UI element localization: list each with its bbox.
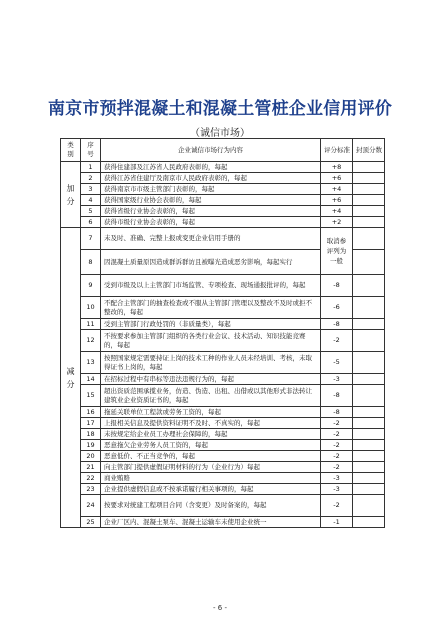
row-number: 2 — [81, 173, 101, 184]
row-content: 获得住建部及江苏省人民政府表彰的，每起 — [101, 162, 321, 173]
table-row — [61, 352, 385, 374]
row-number: 23 — [81, 484, 101, 495]
category-add: 加分 — [61, 162, 81, 228]
table-row — [61, 385, 385, 407]
row-cap — [353, 473, 385, 484]
row-score: -8 — [321, 319, 353, 330]
table-row — [61, 330, 385, 352]
row-content: 不按要求参加主管部门组织的各类行业会议、技术活动、知识技能竞赛的，每起 — [101, 330, 321, 352]
table-row — [61, 451, 385, 462]
row-cap — [353, 407, 385, 418]
row-score: -2 — [321, 451, 353, 462]
row-score: +6 — [321, 195, 353, 206]
row-number: 11 — [81, 319, 101, 330]
row-cap — [353, 517, 385, 528]
row-number: 20 — [81, 451, 101, 462]
row-cap — [353, 173, 385, 184]
header-category: 类别 — [61, 139, 81, 162]
category-subtract: 减分 — [61, 228, 81, 528]
row-score: -3 — [321, 484, 353, 495]
row-content: 上报相关信息及提供资料证明不及时、不真实的，每起 — [101, 418, 321, 429]
table-row — [61, 206, 385, 217]
table-row — [61, 217, 385, 228]
row-score: -6 — [321, 297, 353, 319]
row-score: -2 — [321, 330, 353, 352]
row-number: 16 — [81, 407, 101, 418]
row-content: 获得国家级行业协会表彰的，每起 — [101, 195, 321, 206]
row-cap — [353, 184, 385, 195]
row-number: 21 — [81, 462, 101, 473]
row-cap — [353, 429, 385, 440]
row-cap — [353, 330, 385, 352]
row-score: -2 — [321, 429, 353, 440]
table-row — [61, 462, 385, 473]
row-cap — [353, 195, 385, 206]
row-number: 1 — [81, 162, 101, 173]
table-row — [61, 484, 385, 495]
row-cap — [353, 217, 385, 228]
row-content: 获得江苏省住建厅及南京市人民政府表彰的，每起 — [101, 173, 321, 184]
row-content: 按要求对统建工程项目合同（含变更）及时备案的，每起 — [101, 495, 321, 517]
row-cap — [353, 162, 385, 173]
table-row — [61, 184, 385, 195]
row-number: 22 — [81, 473, 101, 484]
row-number: 9 — [81, 275, 101, 297]
row-cap — [353, 374, 385, 385]
row-score: -2 — [321, 440, 353, 451]
row-score: -1 — [321, 517, 353, 528]
row-content: 恶意拖欠企业劳务人员工资的，每起 — [101, 440, 321, 451]
row-content: 按照国家规定需要持证上岗的技术工种的作业人员未经培训、考核，未取得证书上岗的，每起 — [101, 352, 321, 374]
row-number: 5 — [81, 206, 101, 217]
row-number: 8 — [81, 250, 101, 275]
row-content: 获得省级行业协会表彰的，每起 — [101, 206, 321, 217]
row-content: 企业厂区内、混凝土泵车、混凝土运输车未使用企业统一 — [101, 517, 321, 528]
row-cap — [353, 319, 385, 330]
table-row — [61, 173, 385, 184]
table-row — [61, 319, 385, 330]
row-number: 7 — [81, 228, 101, 250]
row-cap — [353, 495, 385, 517]
row-content: 在招标过程中有串标等违法违规行为的，每起 — [101, 374, 321, 385]
table-row — [61, 517, 385, 528]
document-subtitle: （诚信市场） — [190, 128, 250, 139]
row-cap — [353, 275, 385, 297]
deduct-note: 取消参评列为一般 — [321, 228, 353, 275]
document-title: 南京市预拌混凝土和混凝土管桩企业信用评价 — [48, 99, 392, 119]
row-score: +4 — [321, 206, 353, 217]
row-content: 因混凝土质量原因造成群诉群访且被曝光造成恶劣影响，每起实行 — [101, 250, 321, 275]
row-content: 受到主管部门行政处罚的（非质量类），每起 — [101, 319, 321, 330]
row-number: 14 — [81, 374, 101, 385]
row-score: -5 — [321, 352, 353, 374]
row-score: +2 — [321, 217, 353, 228]
row-number: 13 — [81, 352, 101, 374]
header-score: 评分标准 — [321, 139, 353, 162]
row-cap — [353, 297, 385, 319]
row-score: -3 — [321, 374, 353, 385]
row-score: -8 — [321, 275, 353, 297]
row-score: +4 — [321, 184, 353, 195]
row-number: 25 — [81, 517, 101, 528]
page-number: - 6 - — [213, 604, 227, 612]
table-row — [61, 495, 385, 517]
row-number: 15 — [81, 385, 101, 407]
row-number: 17 — [81, 418, 101, 429]
row-cap — [353, 484, 385, 495]
table-row — [61, 162, 385, 173]
table-header-row — [61, 139, 385, 162]
row-cap — [353, 418, 385, 429]
row-number: 10 — [81, 297, 101, 319]
row-content: 拖延关联单位工程款或劳务工资的，每起 — [101, 407, 321, 418]
row-score: -8 — [321, 385, 353, 407]
row-score: -2 — [321, 418, 353, 429]
row-number: 19 — [81, 440, 101, 451]
row-cap — [353, 228, 385, 250]
table-row — [61, 440, 385, 451]
table-row — [61, 275, 385, 297]
row-content: 未及时、准确、完整上报或变更企业信用手册的 — [101, 228, 321, 250]
row-score: -2 — [321, 495, 353, 517]
table-row — [61, 429, 385, 440]
row-number: 18 — [81, 429, 101, 440]
row-content: 获得南京市市级主管部门表彰的，每起 — [101, 184, 321, 195]
table-row — [61, 228, 385, 250]
table-row — [61, 407, 385, 418]
row-cap — [353, 440, 385, 451]
row-cap — [353, 462, 385, 473]
row-content: 未按规定给企业员工办理社会保障的，每起 — [101, 429, 321, 440]
row-score: +6 — [321, 173, 353, 184]
row-content: 超出资质范围承揽业务，仿造、伪造、出租、出借或以其他形式非法转让建筑业企业资质证书的，每起 — [101, 385, 321, 407]
table-row — [61, 374, 385, 385]
row-content: 受到市级及以上主管部门市场监管、专项检查、现场通报批评的，每起 — [101, 275, 321, 297]
row-cap — [353, 451, 385, 462]
row-content: 获得市级行业协会表彰的，每起 — [101, 217, 321, 228]
row-content: 企业提供虚假信息或不按承诺履行相关事项的，每起 — [101, 484, 321, 495]
row-number: 6 — [81, 217, 101, 228]
table-row — [61, 195, 385, 206]
row-number: 24 — [81, 495, 101, 517]
table-row — [61, 473, 385, 484]
row-cap — [353, 250, 385, 275]
row-number: 12 — [81, 330, 101, 352]
row-number: 4 — [81, 195, 101, 206]
table-row — [61, 297, 385, 319]
table-row — [61, 418, 385, 429]
row-content: 不配合主管部门的抽查检查或不服从主管部门管理以及整改不及时或拒不整改的，每起 — [101, 297, 321, 319]
header-content: 企业诚信市场行为内容 — [101, 139, 321, 162]
row-cap — [353, 385, 385, 407]
row-score: -3 — [321, 473, 353, 484]
row-cap — [353, 352, 385, 374]
row-content: 商业贿赂 — [101, 473, 321, 484]
row-score: -2 — [321, 462, 353, 473]
row-number: 3 — [81, 184, 101, 195]
row-content: 恶意低价、不正当竞争的，每起 — [101, 451, 321, 462]
row-score: +8 — [321, 162, 353, 173]
header-number: 序号 — [81, 139, 101, 162]
header-blank: 封顶分数 — [353, 139, 385, 162]
row-content: 向主管部门提供虚假证明材料的行为（企业行为）每起 — [101, 462, 321, 473]
row-score: -8 — [321, 407, 353, 418]
credit-evaluation-table — [60, 138, 385, 528]
row-cap — [353, 206, 385, 217]
